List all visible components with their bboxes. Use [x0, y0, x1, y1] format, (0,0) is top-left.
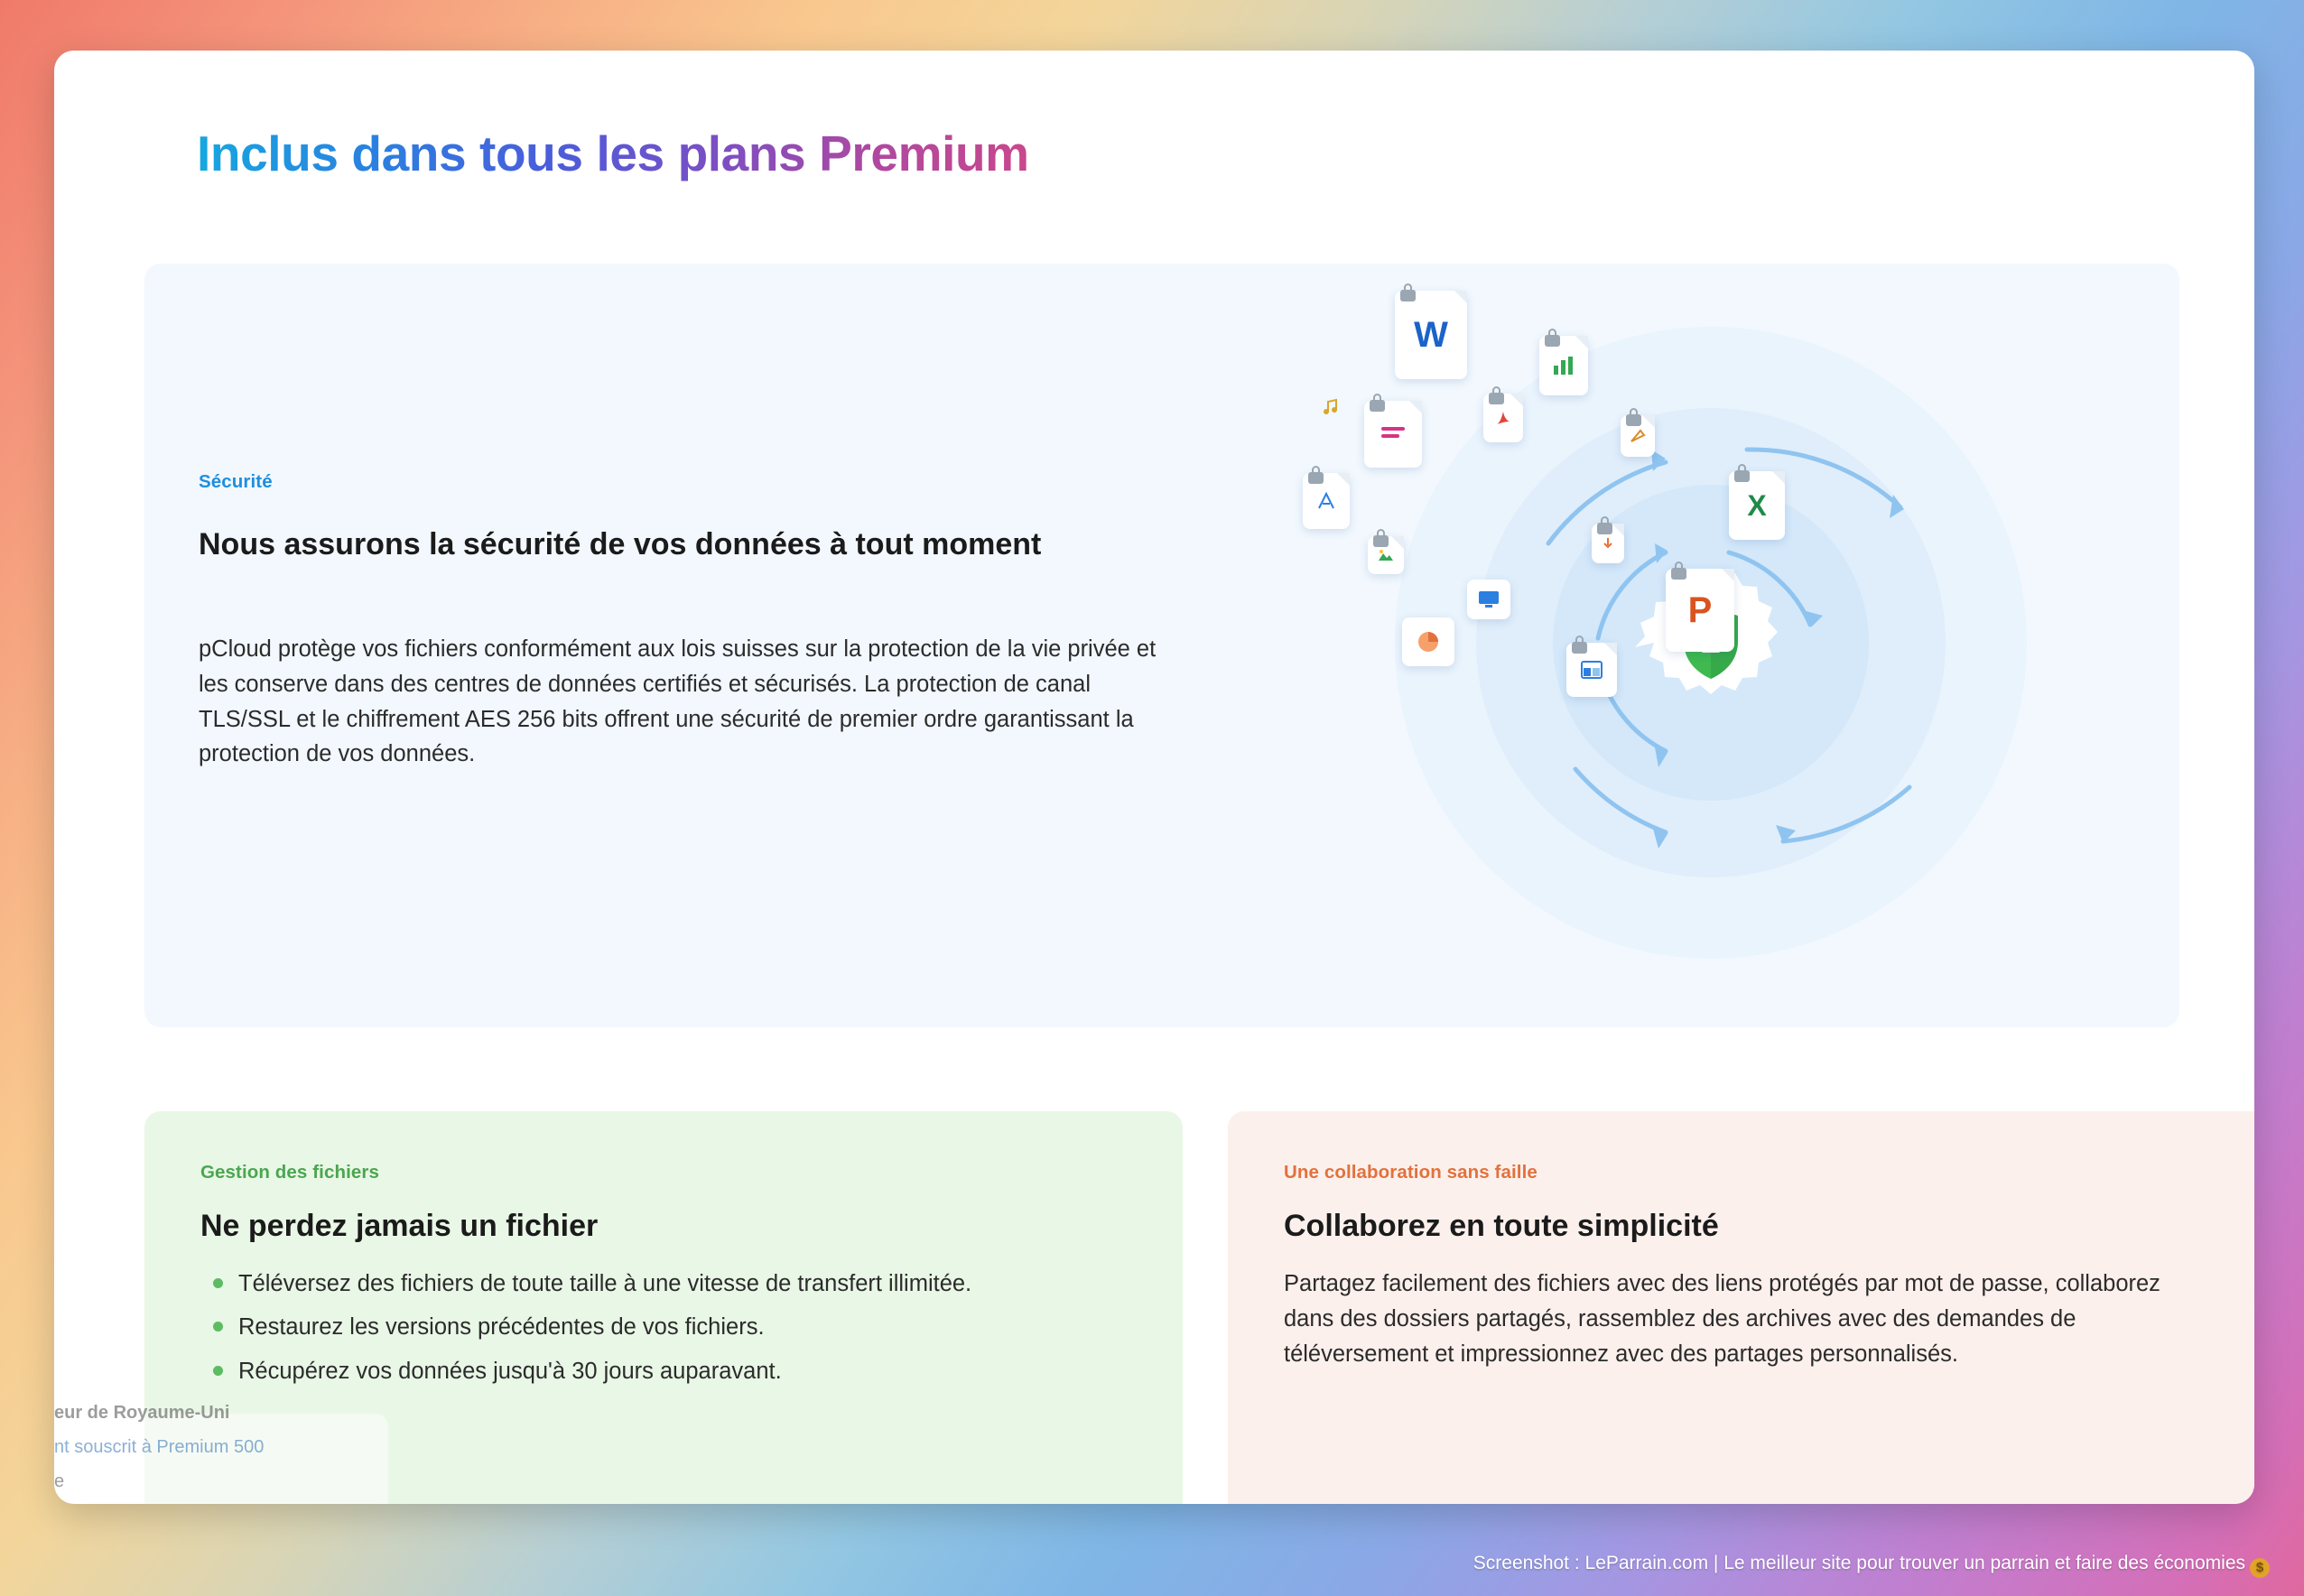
- files-benefit-list: [200, 1267, 1103, 1397]
- security-title: Nous assurons la sécurité de vos données à tout moment: [199, 527, 1042, 561]
- security-body: pCloud protège vos fichiers conformément aux lois suisses sur la protection de la vie privée et les conserve dans des centres de données certifiés et sécurisés. La protection de canal TLS/SSL et le chiffrement AES 256 bits offrent une sécurité de premier ordre garantissant la protection de vos données.: [199, 636, 1157, 767]
- layout-document-icon: [1566, 643, 1617, 697]
- notification-line-1: eur de Royaume-Uni: [54, 1403, 230, 1423]
- download-document-icon: [1592, 524, 1624, 563]
- page-title: Inclus dans tous les plans Premium: [197, 125, 1029, 181]
- files-card-eyebrow: Gestion des fichiers: [200, 1162, 379, 1183]
- collaboration-card: [1228, 1111, 2254, 1504]
- collab-card-title: Collaborez en toute simplicité: [1284, 1209, 1719, 1243]
- pdf-document-icon: [1483, 394, 1523, 442]
- excel-document-icon: X: [1729, 471, 1785, 540]
- list-item: Récupérez vos données jusqu'à 30 jours auparavant.: [200, 1354, 1103, 1388]
- monitor-document-icon: [1467, 580, 1510, 619]
- list-item: Restaurez les versions précédentes de vos fichiers.: [200, 1310, 1103, 1344]
- security-section: [144, 264, 2179, 1027]
- chart-document-icon: [1539, 336, 1588, 395]
- security-illustration: [1277, 282, 2144, 1004]
- notification-backdrop: [81, 1414, 388, 1504]
- security-eyebrow: Sécurité: [199, 471, 273, 492]
- image-document-icon: [1368, 536, 1404, 574]
- collab-card-eyebrow: Une collaboration sans faille: [1284, 1162, 1538, 1183]
- appstore-document-icon: [1303, 473, 1350, 529]
- files-card-title: Ne perdez jamais un fichier: [200, 1209, 599, 1243]
- notification-line-2: nt souscrit à Premium 500: [54, 1437, 265, 1457]
- footer-watermark: [1473, 1553, 2270, 1578]
- word-document-icon: W: [1395, 291, 1467, 379]
- cad-document-icon: [1621, 415, 1655, 457]
- list-item: Téléversez des fichiers de toute taille à une vitesse de transfert illimitée.: [200, 1267, 1103, 1301]
- powerpoint-document-icon: P: [1666, 569, 1734, 652]
- text-document-icon: [1364, 401, 1422, 468]
- premium-plans-card: [54, 51, 2254, 1504]
- audio-document-icon: [1317, 392, 1344, 422]
- coin-icon: $: [2250, 1558, 2270, 1578]
- piechart-document-icon: [1402, 617, 1454, 666]
- collab-card-body: Partagez facilement des fichiers avec des liens protégés par mot de passe, collaborez dans des dossiers partagés, rassemblez des archives avec des demandes de téléversement et impressionnez avec des partages personnalisés.: [1284, 1271, 2160, 1367]
- notification-line-3: e: [54, 1471, 65, 1491]
- footer-text: Screenshot : LeParrain.com | Le meilleur site pour trouver un parrain et faire des économies: [1473, 1553, 2245, 1573]
